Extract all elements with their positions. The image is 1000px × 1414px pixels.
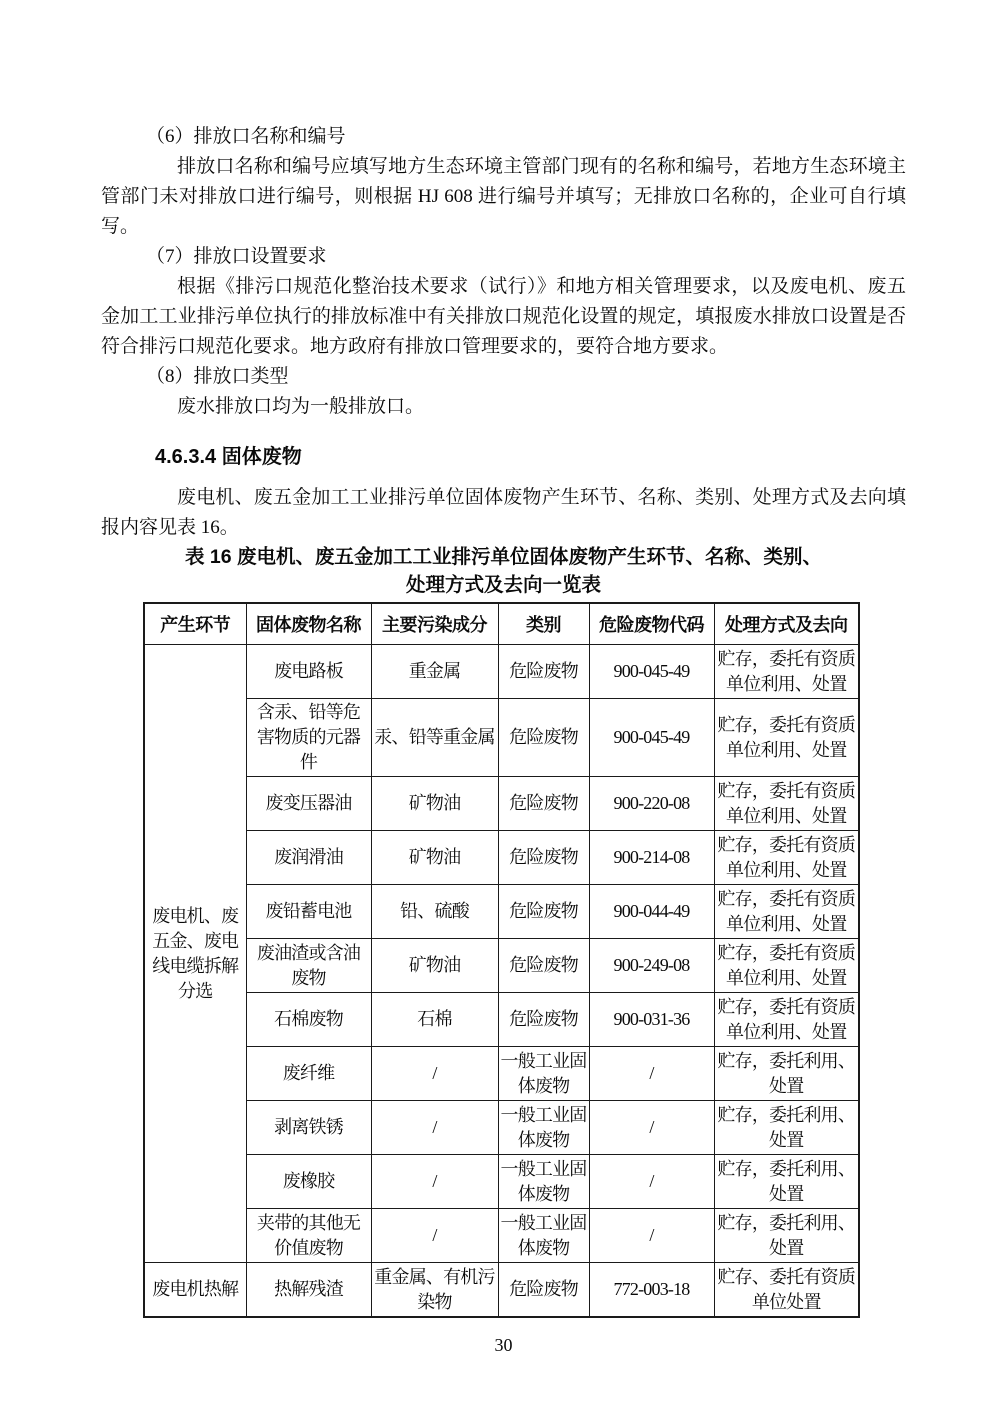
disposal-cell: 贮存，委托有资质单位利用、处置 — [714, 993, 859, 1047]
waste-name-cell: 废电路板 — [246, 645, 371, 699]
pollutants-cell: / — [371, 1101, 498, 1155]
pollutants-cell: / — [371, 1155, 498, 1209]
table-row — [144, 885, 859, 939]
disposal-cell: 贮存，委托有资质单位利用、处置 — [714, 777, 859, 831]
waste-name-cell: 废纤维 — [246, 1047, 371, 1101]
category-cell: 一般工业固体废物 — [498, 1101, 589, 1155]
category-cell: 一般工业固体废物 — [498, 1047, 589, 1101]
disposal-cell: 贮存，委托有资质单位利用、处置 — [714, 885, 859, 939]
disposal-cell: 贮存，委托利用、处置 — [714, 1047, 859, 1101]
table-row — [144, 993, 859, 1047]
section-heading-solid-waste: 4.6.3.4 固体废物 — [155, 446, 302, 468]
table-header-row — [144, 603, 859, 645]
table-row — [144, 777, 859, 831]
table-row — [144, 1209, 859, 1263]
table-16-title-line-2: 处理方式及去向一览表 — [405, 574, 601, 596]
paragraph-solid-waste-intro: 废电机、废五金加工工业排污单位固体废物产生环节、名称、类别、处理方式及去向填报内容见表 16。 — [101, 487, 906, 538]
pollutants-cell: 矿物油 — [371, 939, 498, 993]
disposal-cell: 贮存、委托有资质单位处置 — [714, 1263, 859, 1318]
disposal-cell: 贮存，委托有资质单位利用、处置 — [714, 699, 859, 777]
pollutants-cell: / — [371, 1209, 498, 1263]
code-cell: / — [589, 1155, 714, 1209]
category-cell: 危险废物 — [498, 699, 589, 777]
table-16-title-line-1: 表 16 废电机、废五金加工工业排污单位固体废物产生环节、名称、类别、 — [184, 546, 823, 568]
column-header-pollutants: 主要污染成分 — [371, 603, 498, 645]
category-cell: 危险废物 — [498, 993, 589, 1047]
pollutants-cell: 汞、铅等重金属 — [371, 699, 498, 777]
heading-item-7: （7）排放口设置要求 — [146, 246, 327, 267]
category-cell: 危险废物 — [498, 939, 589, 993]
table-row — [144, 645, 859, 699]
table-16 — [143, 602, 860, 1318]
paragraph-item-7: 根据《排污口规范化整治技术要求（试行）》和地方相关管理要求，以及废电机、废五金加工工业排污单位执行的排放标准中有关排放口规范化设置的规定，填报废水排放口设置是否符合排污口规范化要求。地方政府有排放口管理要求的，要符合地方要求。 — [101, 276, 906, 357]
waste-name-cell: 石棉废物 — [246, 993, 371, 1047]
disposal-cell: 贮存，委托利用、处置 — [714, 1155, 859, 1209]
table-row — [144, 699, 859, 777]
stage-cell-pyrolysis: 废电机热解 — [144, 1263, 246, 1318]
waste-name-cell: 剥离铁锈 — [246, 1101, 371, 1155]
table-row — [144, 939, 859, 993]
waste-name-cell: 含汞、铅等危害物质的元器件 — [246, 699, 371, 777]
pollutants-cell: 铅、硫酸 — [371, 885, 498, 939]
heading-item-8: （8）排放口类型 — [146, 366, 289, 387]
page-number: 30 — [494, 1335, 513, 1355]
code-cell: 900-220-08 — [589, 777, 714, 831]
table-row — [144, 1047, 859, 1101]
code-cell: 900-045-49 — [589, 699, 714, 777]
column-header-disposal: 处理方式及去向 — [714, 603, 859, 645]
table-row — [144, 1101, 859, 1155]
code-cell: 900-249-08 — [589, 939, 714, 993]
category-cell: 一般工业固体废物 — [498, 1209, 589, 1263]
category-cell: 一般工业固体废物 — [498, 1155, 589, 1209]
column-header-waste-name: 固体废物名称 — [246, 603, 371, 645]
disposal-cell: 贮存，委托有资质单位利用、处置 — [714, 831, 859, 885]
column-header-code: 危险废物代码 — [589, 603, 714, 645]
stage-cell-dismantling: 废电机、废五金、废电线电缆拆解分选 — [144, 645, 246, 1263]
category-cell: 危险废物 — [498, 777, 589, 831]
category-cell: 危险废物 — [498, 645, 589, 699]
disposal-cell: 贮存，委托利用、处置 — [714, 1101, 859, 1155]
category-cell: 危险废物 — [498, 885, 589, 939]
heading-item-6: （6）排放口名称和编号 — [146, 126, 346, 147]
waste-name-cell: 废油渣或含油废物 — [246, 939, 371, 993]
waste-name-cell: 废橡胶 — [246, 1155, 371, 1209]
category-cell: 危险废物 — [498, 1263, 589, 1318]
column-header-stage: 产生环节 — [144, 603, 246, 645]
disposal-cell: 贮存，委托有资质单位利用、处置 — [714, 645, 859, 699]
category-cell: 危险废物 — [498, 831, 589, 885]
code-cell: 900-045-49 — [589, 645, 714, 699]
column-header-category: 类别 — [498, 603, 589, 645]
disposal-cell: 贮存，委托利用、处置 — [714, 1209, 859, 1263]
code-cell: 772-003-18 — [589, 1263, 714, 1318]
pollutants-cell: 重金属 — [371, 645, 498, 699]
table-row — [144, 831, 859, 885]
table-row — [144, 1155, 859, 1209]
waste-name-cell: 废铅蓄电池 — [246, 885, 371, 939]
pollutants-cell: 矿物油 — [371, 777, 498, 831]
pollutants-cell: 重金属、有机污染物 — [371, 1263, 498, 1318]
waste-name-cell: 夹带的其他无价值废物 — [246, 1209, 371, 1263]
code-cell: / — [589, 1101, 714, 1155]
code-cell: 900-044-49 — [589, 885, 714, 939]
code-cell: 900-214-08 — [589, 831, 714, 885]
paragraph-item-8: 废水排放口均为一般排放口。 — [177, 396, 425, 417]
table-row — [144, 1263, 859, 1318]
paragraph-item-6: 排放口名称和编号应填写地方生态环境主管部门现有的名称和编号，若地方生态环境主管部门未对排放口进行编号，则根据 HJ 608 进行编号并填写；无排放口名称的，企业可自行填写。 — [101, 156, 906, 237]
code-cell: 900-031-36 — [589, 993, 714, 1047]
waste-name-cell: 废润滑油 — [246, 831, 371, 885]
code-cell: / — [589, 1209, 714, 1263]
pollutants-cell: 石棉 — [371, 993, 498, 1047]
pollutants-cell: 矿物油 — [371, 831, 498, 885]
waste-name-cell: 废变压器油 — [246, 777, 371, 831]
disposal-cell: 贮存，委托有资质单位利用、处置 — [714, 939, 859, 993]
waste-name-cell: 热解残渣 — [246, 1263, 371, 1318]
pollutants-cell: / — [371, 1047, 498, 1101]
code-cell: / — [589, 1047, 714, 1101]
